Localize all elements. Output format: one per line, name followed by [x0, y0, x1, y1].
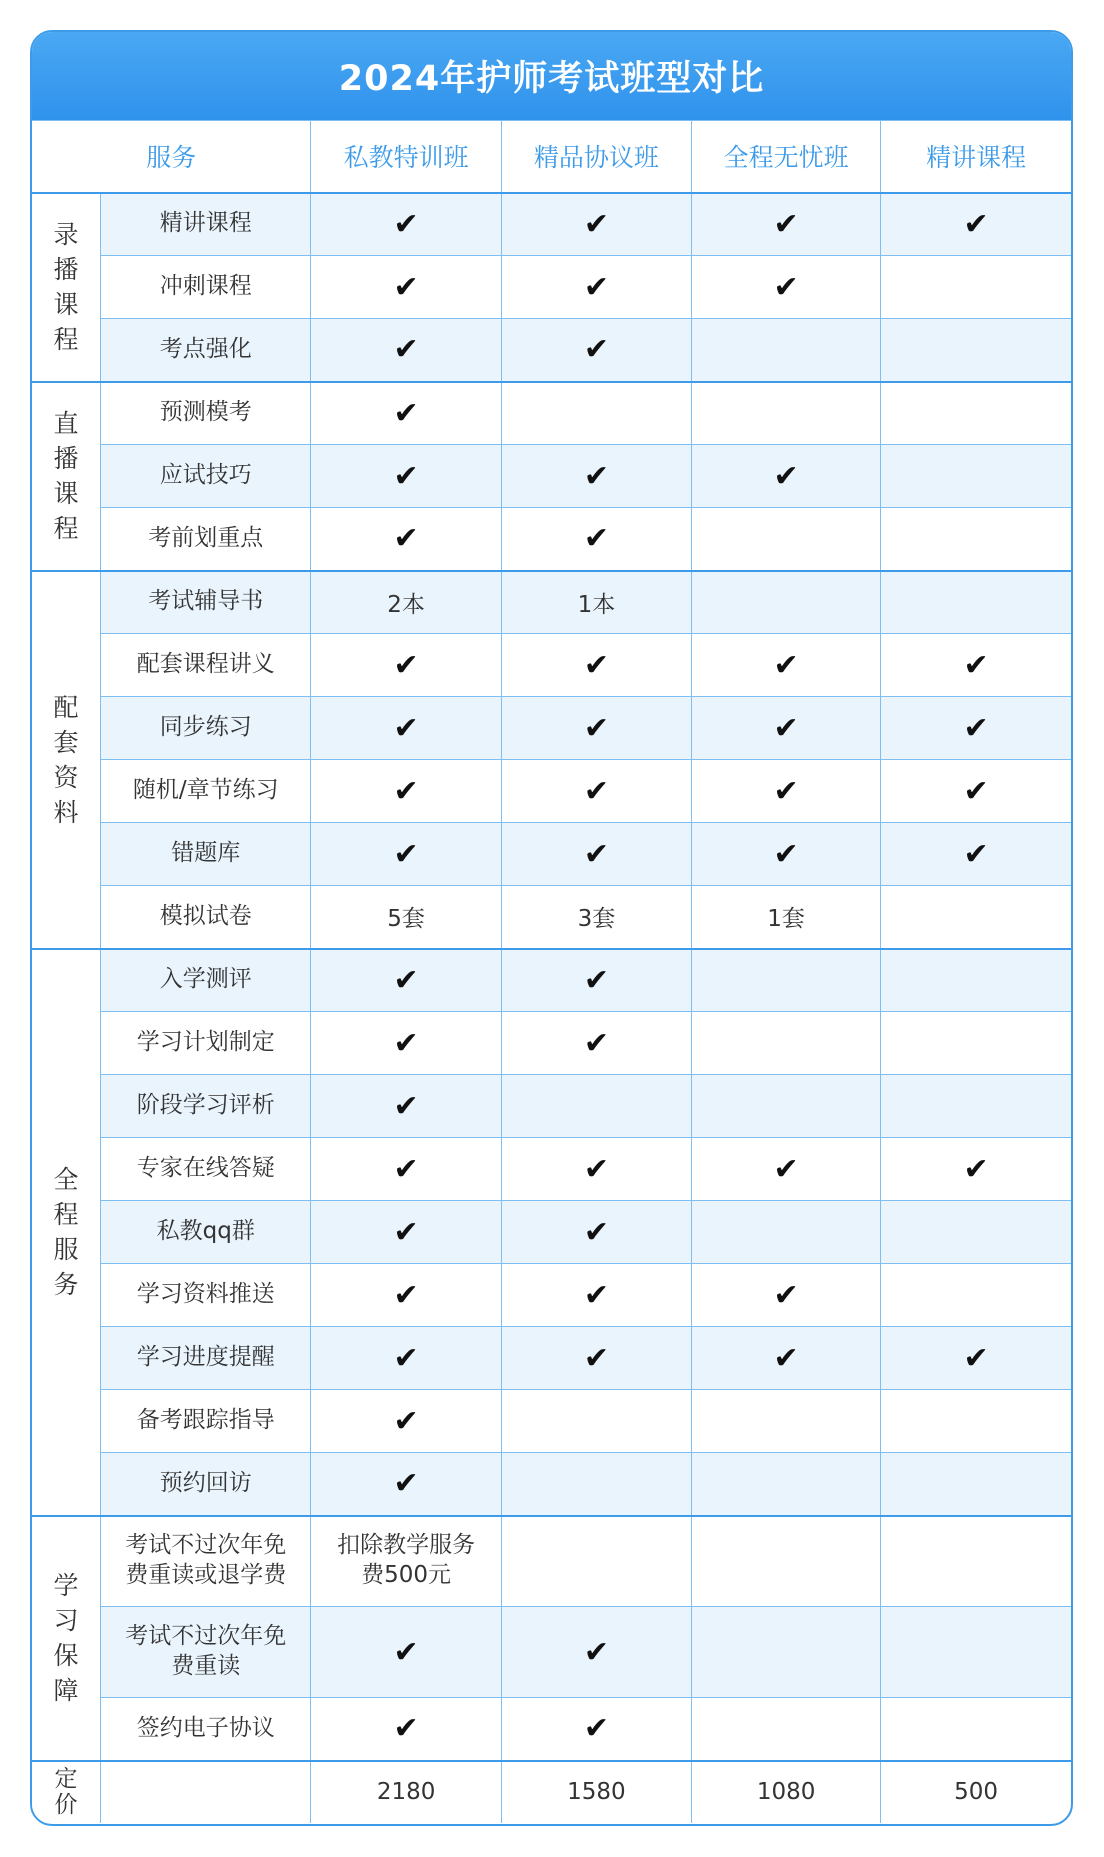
cell-text-line: 费500元 — [361, 1562, 452, 1589]
row-label: 考前划重点 — [101, 508, 311, 571]
cell-check — [501, 319, 691, 382]
group-label-glyph: 学 — [53, 1571, 79, 1600]
cell-check — [311, 823, 501, 886]
cell-check — [692, 760, 881, 823]
cell-text: 3套 — [577, 906, 616, 933]
cell-check — [881, 1327, 1071, 1390]
cell-check — [692, 1264, 881, 1327]
cell-check — [501, 1201, 691, 1264]
checkmark-icon: ✔ — [393, 395, 419, 431]
header-column-1: 私教特训班 — [311, 121, 501, 193]
group-label — [32, 1516, 101, 1761]
cell-check — [692, 697, 881, 760]
checkmark-icon: ✔ — [773, 1151, 799, 1187]
cell-check — [881, 193, 1071, 256]
cell-empty — [692, 1698, 881, 1761]
checkmark-icon: ✔ — [773, 1340, 799, 1376]
cell-empty — [881, 886, 1071, 949]
cell-check — [692, 1138, 881, 1201]
row-label: 阶段学习评析 — [101, 1075, 311, 1138]
checkmark-icon: ✔ — [393, 458, 419, 494]
cell-check — [501, 445, 691, 508]
row-label-line: 费重读 — [171, 1653, 241, 1679]
checkmark-icon: ✔ — [773, 1277, 799, 1313]
checkmark-icon: ✔ — [773, 458, 799, 494]
group-label-glyph: 课 — [53, 290, 79, 319]
checkmark-icon: ✔ — [393, 836, 419, 872]
cell-check — [881, 697, 1071, 760]
group-label-glyph: 程 — [53, 325, 79, 354]
row-label: 预约回访 — [101, 1453, 311, 1516]
cell-text: 1本 — [577, 591, 616, 618]
table-row — [32, 256, 1071, 319]
group-label-glyph: 务 — [53, 1270, 79, 1299]
checkmark-icon: ✔ — [393, 1277, 419, 1313]
group-label — [32, 949, 101, 1516]
row-label: 同步练习 — [101, 697, 311, 760]
checkmark-icon: ✔ — [393, 962, 419, 998]
group-label-glyph: 课 — [53, 479, 79, 508]
row-label: 专家在线答疑 — [101, 1138, 311, 1201]
table-row — [32, 949, 1071, 1012]
checkmark-icon: ✔ — [963, 1340, 989, 1376]
row-label: 冲刺课程 — [101, 256, 311, 319]
cell-check — [311, 1327, 501, 1390]
cell-empty — [692, 319, 881, 382]
row-label: 模拟试卷 — [101, 886, 311, 949]
group-label-glyph: 料 — [53, 797, 79, 827]
group-label-glyph: 直 — [53, 409, 79, 438]
table-row — [32, 193, 1071, 256]
cell-check — [501, 1607, 691, 1698]
checkmark-icon: ✔ — [393, 332, 419, 368]
group-label-glyph: 播 — [53, 444, 79, 473]
cell-empty — [501, 1516, 691, 1607]
cell-check — [881, 634, 1071, 697]
cell-check — [692, 193, 881, 256]
checkmark-icon: ✔ — [583, 1340, 609, 1376]
table-row — [32, 1075, 1071, 1138]
group-label — [32, 382, 101, 571]
table-row — [32, 1327, 1071, 1390]
cell-check — [501, 508, 691, 571]
cell-empty — [501, 382, 691, 445]
group-label-glyph: 播 — [53, 255, 79, 284]
cell-empty — [881, 382, 1071, 445]
row-label — [101, 1607, 311, 1698]
comparison-table — [32, 120, 1071, 1823]
cell-check — [692, 1327, 881, 1390]
cell-empty — [692, 1453, 881, 1516]
row-label: 精讲课程 — [101, 193, 311, 256]
cell-empty — [881, 1516, 1071, 1607]
price-group-label — [32, 1761, 101, 1823]
table-row — [32, 1264, 1071, 1327]
group-label-glyph: 配 — [53, 692, 79, 722]
row-label: 学习进度提醒 — [101, 1327, 311, 1390]
checkmark-icon: ✔ — [583, 1711, 609, 1747]
checkmark-icon: ✔ — [583, 1634, 609, 1670]
cell-check — [311, 634, 501, 697]
checkmark-icon: ✔ — [393, 1151, 419, 1187]
row-label-line: 考试不过次年免 — [125, 1623, 287, 1650]
cell-empty — [881, 1607, 1071, 1698]
row-label: 签约电子协议 — [101, 1698, 311, 1761]
cell-empty — [692, 571, 881, 634]
row-label: 预测模考 — [101, 382, 311, 445]
cell-check — [311, 949, 501, 1012]
cell-empty — [881, 256, 1071, 319]
table-row — [32, 1138, 1071, 1201]
table-row — [32, 571, 1071, 634]
group-label-glyph: 套 — [53, 727, 79, 757]
cell-empty — [501, 1453, 691, 1516]
table-row — [32, 634, 1071, 697]
table-row — [32, 886, 1071, 949]
checkmark-icon: ✔ — [393, 1466, 419, 1502]
cell-empty — [881, 571, 1071, 634]
cell-check — [311, 1138, 501, 1201]
group-label-glyph: 全 — [53, 1165, 79, 1194]
checkmark-icon: ✔ — [963, 773, 989, 809]
checkmark-icon: ✔ — [393, 269, 419, 305]
cell-empty — [881, 1075, 1071, 1138]
row-label: 随机/章节练习 — [101, 760, 311, 823]
price-cell: 2180 — [311, 1761, 501, 1823]
checkmark-icon: ✔ — [773, 206, 799, 242]
cell-check — [501, 1138, 691, 1201]
checkmark-icon: ✔ — [963, 710, 989, 746]
row-label: 配套课程讲义 — [101, 634, 311, 697]
checkmark-icon: ✔ — [583, 332, 609, 368]
checkmark-icon: ✔ — [393, 521, 419, 557]
row-label: 学习资料推送 — [101, 1264, 311, 1327]
cell-check — [501, 760, 691, 823]
checkmark-icon: ✔ — [583, 773, 609, 809]
cell-empty — [881, 1264, 1071, 1327]
cell-check — [501, 823, 691, 886]
row-label: 考试辅导书 — [101, 571, 311, 634]
table-row — [32, 823, 1071, 886]
cell-check — [311, 1264, 501, 1327]
page-title: 2024年护师考试班型对比 — [32, 32, 1071, 120]
checkmark-icon: ✔ — [773, 773, 799, 809]
checkmark-icon: ✔ — [583, 1151, 609, 1187]
cell-empty — [692, 1516, 881, 1607]
header-column-3: 全程无忧班 — [692, 121, 881, 193]
cell-empty — [692, 1201, 881, 1264]
cell-empty — [881, 1390, 1071, 1453]
cell-empty — [881, 1201, 1071, 1264]
row-label: 应试技巧 — [101, 445, 311, 508]
checkmark-icon: ✔ — [393, 206, 419, 242]
checkmark-icon: ✔ — [393, 1025, 419, 1061]
row-label-line: 费重读或退学费 — [125, 1562, 287, 1589]
cell-empty — [881, 445, 1071, 508]
checkmark-icon: ✔ — [393, 1340, 419, 1376]
cell-check — [311, 508, 501, 571]
cell-check — [881, 760, 1071, 823]
cell-check — [311, 1607, 501, 1698]
group-label-glyph: 价 — [54, 1792, 78, 1818]
cell-empty — [692, 382, 881, 445]
cell-empty — [692, 1607, 881, 1698]
cell-value — [501, 571, 691, 634]
group-label — [32, 571, 101, 949]
checkmark-icon: ✔ — [583, 521, 609, 557]
cell-check — [501, 949, 691, 1012]
cell-text-line: 扣除教学服务 — [337, 1532, 476, 1559]
cell-empty — [881, 508, 1071, 571]
cell-check — [692, 634, 881, 697]
row-label: 学习计划制定 — [101, 1012, 311, 1075]
price-cell: 1580 — [501, 1761, 691, 1823]
checkmark-icon: ✔ — [583, 647, 609, 683]
cell-check — [501, 1698, 691, 1761]
table-row — [32, 445, 1071, 508]
cell-value — [692, 886, 881, 949]
cell-text: 2本 — [387, 591, 425, 618]
cell-value — [311, 571, 501, 634]
header-column-2: 精品协议班 — [501, 121, 691, 193]
cell-empty — [692, 949, 881, 1012]
table-row — [32, 1012, 1071, 1075]
row-label: 错题库 — [101, 823, 311, 886]
checkmark-icon: ✔ — [393, 647, 419, 683]
comparison-card — [30, 30, 1073, 1826]
cell-empty — [692, 1012, 881, 1075]
group-label-glyph: 资 — [53, 762, 79, 792]
cell-empty — [881, 319, 1071, 382]
cell-check — [692, 445, 881, 508]
cell-check — [311, 1698, 501, 1761]
table-row — [32, 1607, 1071, 1698]
cell-check — [881, 1138, 1071, 1201]
cell-check — [311, 697, 501, 760]
group-label-glyph: 程 — [53, 1200, 79, 1229]
cell-empty — [501, 1390, 691, 1453]
cell-empty — [881, 1012, 1071, 1075]
group-label-glyph: 录 — [53, 220, 79, 249]
checkmark-icon: ✔ — [583, 1277, 609, 1313]
cell-check — [501, 193, 691, 256]
cell-check — [311, 1075, 501, 1138]
checkmark-icon: ✔ — [393, 1634, 419, 1670]
checkmark-icon: ✔ — [583, 710, 609, 746]
row-label-line: 考试不过次年免 — [125, 1532, 287, 1559]
checkmark-icon: ✔ — [583, 269, 609, 305]
checkmark-icon: ✔ — [393, 710, 419, 746]
checkmark-icon: ✔ — [393, 1403, 419, 1439]
checkmark-icon: ✔ — [393, 773, 419, 809]
price-row-label — [101, 1761, 311, 1823]
group-label-glyph: 障 — [53, 1676, 79, 1705]
checkmark-icon: ✔ — [583, 1214, 609, 1250]
header-row — [32, 121, 1071, 193]
checkmark-icon: ✔ — [963, 1151, 989, 1187]
row-label: 入学测评 — [101, 949, 311, 1012]
cell-text: 1套 — [767, 906, 805, 933]
group-label-glyph: 服 — [53, 1235, 79, 1264]
cell-check — [501, 1012, 691, 1075]
price-cell: 500 — [881, 1761, 1071, 1823]
checkmark-icon: ✔ — [583, 836, 609, 872]
checkmark-icon: ✔ — [583, 1025, 609, 1061]
cell-empty — [881, 1698, 1071, 1761]
price-row — [32, 1761, 1071, 1823]
checkmark-icon: ✔ — [963, 647, 989, 683]
cell-value — [311, 886, 501, 949]
cell-check — [311, 1453, 501, 1516]
group-label-glyph: 定 — [54, 1765, 78, 1792]
group-label-glyph: 保 — [53, 1641, 79, 1670]
table-row — [32, 760, 1071, 823]
group-label — [32, 193, 101, 382]
table-row — [32, 508, 1071, 571]
table-row — [32, 382, 1071, 445]
row-label: 考点强化 — [101, 319, 311, 382]
checkmark-icon: ✔ — [583, 458, 609, 494]
group-label-glyph: 程 — [53, 514, 79, 543]
cell-check — [501, 1327, 691, 1390]
checkmark-icon: ✔ — [773, 269, 799, 305]
table-row — [32, 1516, 1071, 1607]
cell-check — [501, 697, 691, 760]
checkmark-icon: ✔ — [773, 710, 799, 746]
cell-text: 5套 — [387, 906, 425, 933]
checkmark-icon: ✔ — [963, 836, 989, 872]
cell-empty — [501, 1075, 691, 1138]
cell-check — [501, 256, 691, 319]
cell-check — [692, 256, 881, 319]
table-row — [32, 1698, 1071, 1761]
cell-empty — [692, 508, 881, 571]
row-label: 备考跟踪指导 — [101, 1390, 311, 1453]
cell-check — [311, 193, 501, 256]
cell-check — [501, 634, 691, 697]
checkmark-icon: ✔ — [583, 206, 609, 242]
price-cell: 1080 — [692, 1761, 881, 1823]
cell-check — [311, 382, 501, 445]
cell-empty — [881, 1453, 1071, 1516]
cell-value — [501, 886, 691, 949]
row-label: 私教qq群 — [101, 1201, 311, 1264]
cell-empty — [881, 949, 1071, 1012]
cell-check — [311, 760, 501, 823]
cell-check — [311, 445, 501, 508]
row-label — [101, 1516, 311, 1607]
checkmark-icon: ✔ — [393, 1214, 419, 1250]
cell-check — [311, 256, 501, 319]
group-label-glyph: 习 — [53, 1606, 79, 1635]
cell-empty — [692, 1075, 881, 1138]
cell-check — [881, 823, 1071, 886]
header-column-4: 精讲课程 — [881, 121, 1071, 193]
cell-text — [311, 1516, 501, 1607]
cell-check — [311, 1390, 501, 1453]
checkmark-icon: ✔ — [583, 962, 609, 998]
cell-check — [311, 319, 501, 382]
cell-empty — [692, 1390, 881, 1453]
table-row — [32, 319, 1071, 382]
cell-check — [692, 823, 881, 886]
checkmark-icon: ✔ — [773, 647, 799, 683]
table-row — [32, 1453, 1071, 1516]
table-row — [32, 697, 1071, 760]
header-service-label: 服务 — [32, 121, 311, 193]
checkmark-icon: ✔ — [773, 836, 799, 872]
checkmark-icon: ✔ — [393, 1711, 419, 1747]
cell-check — [311, 1201, 501, 1264]
checkmark-icon: ✔ — [393, 1088, 419, 1124]
table-row — [32, 1201, 1071, 1264]
checkmark-icon: ✔ — [963, 206, 989, 242]
cell-check — [501, 1264, 691, 1327]
cell-check — [311, 1012, 501, 1075]
table-row — [32, 1390, 1071, 1453]
